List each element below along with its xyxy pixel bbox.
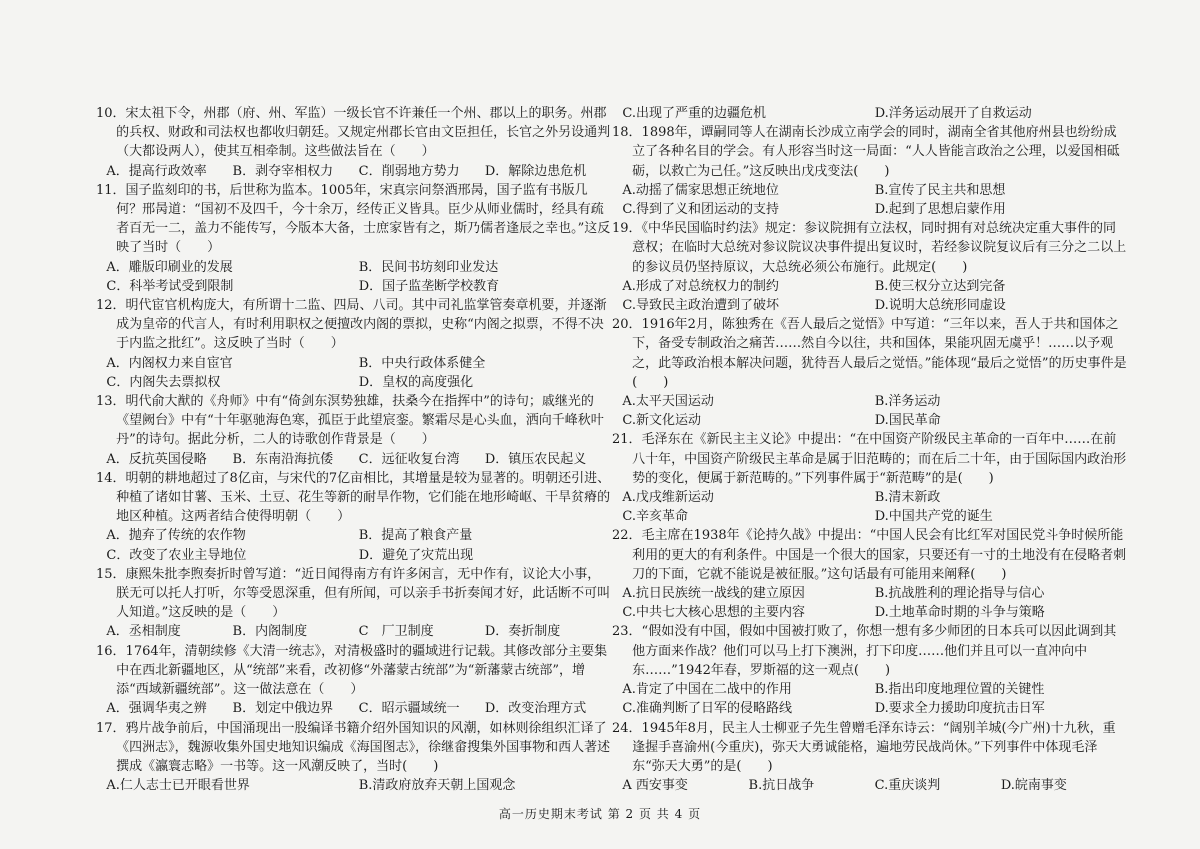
- question-item: [612, 622, 1127, 718]
- question-item: [612, 719, 1127, 796]
- answer-option: D.起到了思想启蒙作用: [874, 202, 1006, 218]
- answer-option: C.重庆谈判: [874, 778, 941, 794]
- question-item: [96, 642, 611, 719]
- question-item: [612, 219, 1127, 315]
- answer-option: C 厂卫制度: [358, 624, 434, 640]
- answer-option: C.中共七大核心思想的主要内容: [622, 605, 806, 621]
- answer-option: A．强调华夷之辨: [106, 701, 207, 717]
- question-item: [96, 565, 611, 642]
- answer-option: A 西安事变: [622, 778, 688, 794]
- answer-option: B．中央行政体系健全: [358, 355, 486, 371]
- answer-option: C．科举考试受到限制: [106, 278, 234, 294]
- answer-options: [612, 680, 1127, 718]
- answer-option: D.要求全力援助印度抗击日军: [874, 701, 1045, 717]
- answer-option: A.动摇了儒家思想正统地位: [622, 182, 779, 198]
- answer-option: D.皖南事变: [1000, 778, 1067, 794]
- answer-options: [612, 392, 1127, 430]
- question-text: 11．国子监刻印的书，后世称为监本。1005年，宋真宗问祭酒邢昺，国子监有书版几何？邢昺道：“国初不及四千，今十余万，经传正义皆具。臣少从师业儒时，经具有疏者百无一二，盖力不能传写，今版本大备，士庶家皆有之，斯乃儒者逢辰之幸也。”这反映了当时（ ）: [96, 182, 611, 256]
- answer-option: C.准确判断了日军的侵略路线: [622, 701, 793, 717]
- question-text: 18．1898年，谭嗣同等人在湖南长沙成立南学会的同时，湖南全省其他府州县也纷纷成立了各种名目的学会。有人形容当时这一局面：“人人皆能言政治之公理，以爱国相砥砺，以救亡为己任。”这反映出戊戌变法( ): [612, 125, 1120, 179]
- answer-option: A.戊戌维新运动: [622, 490, 714, 506]
- answer-option: D.说明大总统形同虚设: [874, 298, 1006, 314]
- answer-option: D.土地革命时期的斗争与策略: [874, 605, 1045, 621]
- answer-option: B.抗战胜利的理论指导与信心: [874, 586, 1045, 602]
- answer-option: D．镇压农民起义: [484, 451, 587, 467]
- answer-option: C．昭示疆域统一: [358, 701, 460, 717]
- answer-option: D．解除边患危机: [484, 163, 587, 179]
- answer-options: [612, 488, 1127, 526]
- answer-option: B．提高了粮食产量: [358, 528, 473, 544]
- answer-option: A.形成了对总统权力的制约: [622, 278, 779, 294]
- answer-option: D．皇权的高度强化: [358, 374, 474, 390]
- answer-option: A．雕版印刷业的发展: [106, 259, 233, 275]
- question-item: [96, 181, 611, 296]
- question-text: 24．1945年8月，民主人士柳亚子先生曾赠毛泽东诗云：“阔别羊城(今广州)十九秋，重逢握手喜渝州(今重庆)，弥天大勇诚能格，遍地劳民战尚休。”下列事件中体现毛泽东“弥天大勇”的是( ): [612, 720, 1116, 774]
- answer-option: C.得到了义和团运动的支持: [622, 202, 780, 218]
- question-text: 19．《中华民国临时约法》规定：参议院拥有立法权，同时拥有对总统决定重大事件的同意权；在临时大总统对参议院议决事件提出复议时，若经参议院复议后有三分之二以上的参议员仍坚持原议，大总统必须公布施行。此规定( ): [612, 221, 1127, 275]
- question-text: 15．康熙朱批李煦奏折时曾写道：“近日闻得南方有许多闲言，无中作有，议论大小事，朕无可以托人打听，尔等受恩深重，但有所闻，可以亲手书折奏闻才好，此话断不可叫人知道。”这反映的是（ ）: [96, 566, 611, 621]
- answer-option: D．奏折制度: [484, 624, 561, 640]
- answer-option: A．反抗英国侵略: [106, 451, 207, 467]
- answer-option: A.抗日民族统一战线的建立原因: [622, 586, 805, 602]
- answer-option: A．丞相制度: [106, 624, 181, 640]
- answer-option: A．提高行政效率: [106, 163, 207, 179]
- answer-options: [96, 622, 611, 641]
- question-item: [612, 123, 1127, 219]
- answer-options: [612, 277, 1127, 315]
- right-column: [612, 104, 1127, 795]
- answer-option: D.洋务运动展开了自救运动: [874, 106, 1032, 121]
- question-item: [612, 315, 1127, 430]
- answer-options: [96, 450, 611, 469]
- answer-option: D.中国共产党的诞生: [874, 509, 993, 525]
- answer-option: A.太平天国运动: [622, 394, 714, 410]
- answer-option: B.洋务运动: [874, 394, 941, 410]
- answer-option: A.仁人志士已开眼看世界: [106, 778, 250, 794]
- answer-option: A.肯定了中国在二战中的作用: [622, 682, 792, 698]
- answer-options: [612, 181, 1127, 219]
- question-text: 13．明代俞大猷的《舟师》中有“倚剑东溟势独雄，扶桑今在指挥中”的诗句；戚继光的《望阙台》中有“十年驱驰海色寒，孤臣于此望宸銮。繁霜尽是心头血，洒向千峰秋叶丹”的诗句。据此分析，二人的诗歌创作背景是（ ）: [96, 394, 604, 448]
- answer-option: B.清末新政: [874, 490, 941, 506]
- answer-option: C.出现了严重的边疆危机: [622, 106, 767, 121]
- question-item: [96, 104, 611, 181]
- answer-option: B．划定中俄边界: [232, 701, 334, 717]
- answer-option: C．削弱地方势力: [358, 163, 460, 179]
- question-text: 17．鸦片战争前后，中国涌现出一股编译书籍介绍外国知识的风潮，如林则徐组织汇译了《四洲志》，魏源收集外国史地知识编成《海国图志》，徐继畲搜集外国事物和西人著述撰成《瀛寰志略》一书等。这一风潮反映了，当时( ): [96, 720, 611, 774]
- answer-options: [612, 104, 1127, 123]
- question-text: 14．明朝的耕地超过了8亿亩，与宋代的7亿亩相比，其增量是较为显著的。明朝还引进、种植了诸如甘薯、玉米、土豆、花生等新的耐旱作物，它们能在地形崎岖、干旱贫瘠的地区种植。这两者结合使得明朝（ ）: [96, 470, 611, 525]
- answer-option: D．避免了灾荒出现: [358, 547, 474, 563]
- answer-option: B.宣传了民主共和思想: [874, 182, 1006, 198]
- answer-option: C．远征收复台湾: [358, 451, 460, 467]
- answer-option: A．抛弃了传统的农作物: [106, 528, 246, 544]
- answer-options: [96, 776, 611, 795]
- question-item: [96, 469, 611, 565]
- left-column: [96, 104, 611, 795]
- answer-option: B．民间书坊刻印业发达: [358, 259, 499, 275]
- answer-options: [96, 354, 611, 392]
- answer-option: B.指出印度地理位置的关键性: [874, 682, 1045, 698]
- answer-options: [96, 258, 611, 296]
- answer-option: D.国民革命: [874, 413, 941, 429]
- question-text: 12．明代宦官机构庞大，有所谓十二监、四局、八司。其中司礼监掌管奏章机要，并逐渐成为皇帝的代言人，有时利用职权之便擅改内阁的票拟，史称“内阁之拟票，不得不决于内监之批红”。这反映了当时（ ）: [96, 298, 607, 352]
- answer-option: C.导致民主政治遭到了破坏: [622, 298, 780, 314]
- answer-option: C．内阁失去票拟权: [106, 374, 221, 390]
- question-text: 16．1764年，清朝续修《大清一统志》，对清极盛时的疆域进行记载。其修改部分主要集中在西北新疆地区，从“统部”来看，改初修“外藩蒙古统部”为“新藩蒙古统部”，增添“西域新疆统部”。这一做法意在（ ）: [96, 643, 608, 698]
- answer-options: [612, 584, 1127, 622]
- question-item: [96, 392, 611, 469]
- question-text: 20．1916年2月，陈独秀在《吾人最后之觉悟》中写道：“三年以来，吾人于共和国体之下，备受专制政治之痛苦……然自今以往，共和国体，果能巩固无虞乎！……以予观之，此等政治根本解决问题，犹待吾人最后之觉悟。”能体现“最后之觉悟”的历史事件是( ): [612, 317, 1127, 390]
- question-text: 22．毛主席在1938年《论持久战》中提出：“中国人民会有比红军对国民党斗争时候所能利用的更大的有利条件。中国是一个很大的国家，只要还有一寸的土地没有在侵略者刺刀的下面，它就不能说是被征服。”这句话最有可能用来阐释( ): [612, 528, 1127, 582]
- question-item: [612, 430, 1127, 526]
- page-footer: 高一历史期末考试 第 2 页 共 4 页: [498, 807, 702, 821]
- answer-options: [96, 526, 611, 564]
- question-item: [612, 526, 1127, 622]
- question-item: [96, 296, 611, 392]
- answer-option: B.使三权分立达到完备: [874, 278, 1006, 294]
- answer-option: B．东南沿海抗倭: [232, 451, 334, 467]
- answer-options: [612, 776, 1127, 795]
- answer-option: B.清政府放弃天朝上国观念: [358, 778, 516, 794]
- answer-option: B．剥夺宰相权力: [232, 163, 334, 179]
- answer-option: D．国子监垄断学校教育: [358, 278, 500, 294]
- question-text: 10．宋太祖下令，州郡（府、州、军监）一级长官不许兼任一个州、郡以上的职务。州郡的兵权、财政和司法权也都收归朝廷。又规定州郡长官由文臣担任，长官之外另设通判（大都设两人），使其互相牵制。这些做法旨在（ ）: [96, 106, 611, 160]
- answer-options: [96, 162, 611, 181]
- answer-option: C．改变了农业主导地位: [106, 547, 247, 563]
- answer-option: B.抗日战争: [748, 778, 815, 794]
- answer-option: D．改变治理方式: [484, 701, 587, 717]
- answer-option: C.辛亥革命: [622, 509, 689, 525]
- question-item: [96, 719, 611, 796]
- answer-option: C.新文化运动: [622, 413, 702, 429]
- question-text: 23．“假如没有中国，假如中国被打败了，你想一想有多少师团的日本兵可以因此调到其他方面来作战？他们可以马上打下澳洲，打下印度……他们并且可以一直冲向中东……”1942年春，罗斯福的这一观点( ): [612, 624, 1117, 678]
- question-item: [612, 104, 1127, 123]
- question-text: 21．毛泽东在《新民主主义论》中提出：“在中国资产阶级民主革命的一百年中……在前八十年，中国资产阶级民主革命是属于旧范畴的；而在后二十年，由于国际国内政治形势的变化，便属于新范畴的。”下列事件属于“新范畴”的是( ): [612, 432, 1127, 486]
- answer-option: A．内阁权力来自宦官: [106, 355, 233, 371]
- answer-options: [96, 699, 611, 718]
- answer-option: B．内阁制度: [232, 624, 308, 640]
